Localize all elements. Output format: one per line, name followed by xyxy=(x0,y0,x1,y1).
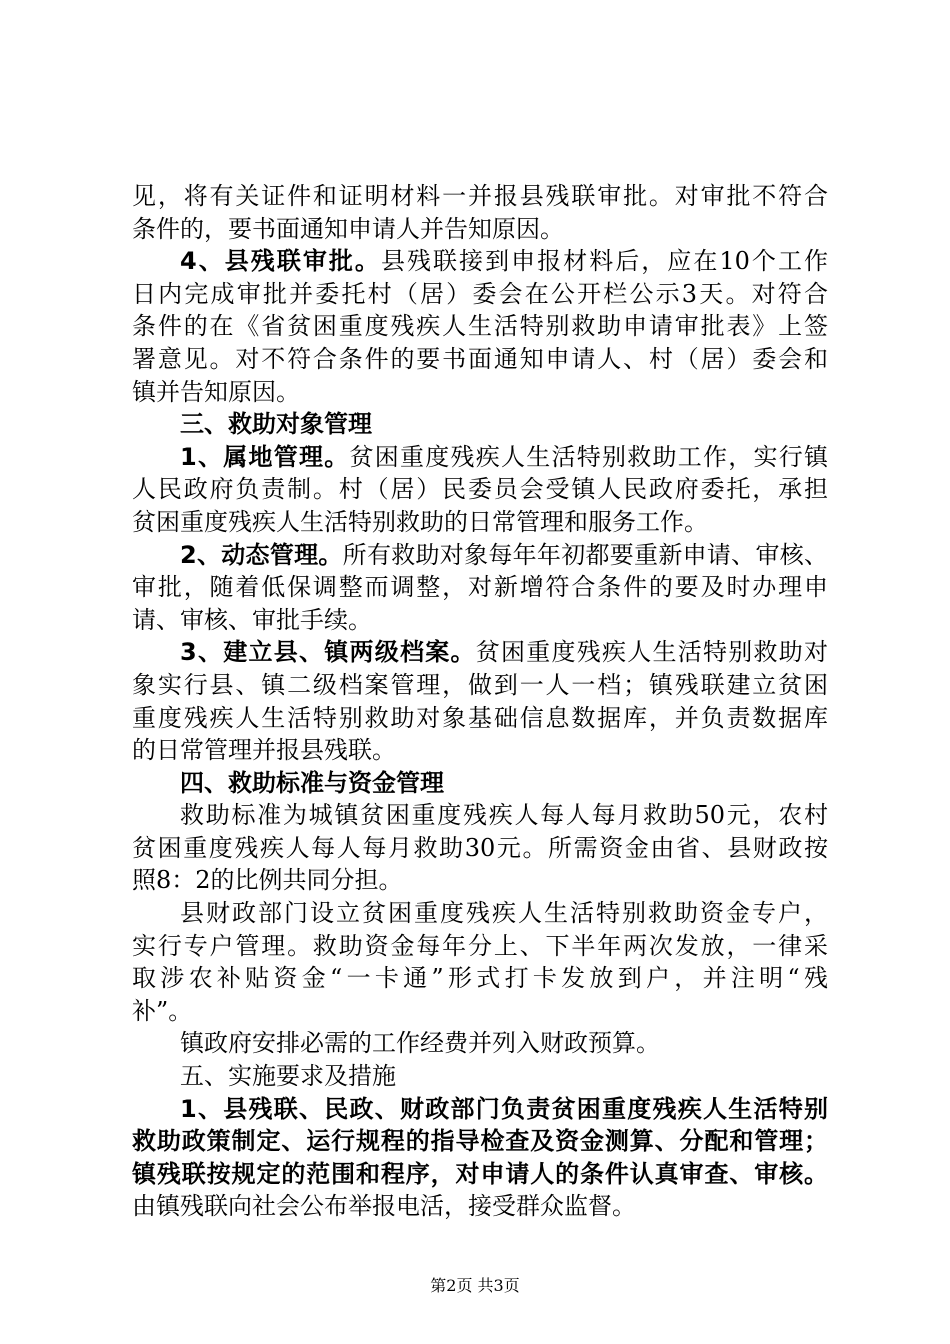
text-run: 象实行县、镇二级档案管理，做到一人一档；镇残联建立贫困 xyxy=(132,670,828,699)
text-line xyxy=(132,473,828,506)
text-run: 所有救助对象每年年初都要重新申请、审核、 xyxy=(342,540,828,569)
section-heading-text: 五、实施要求及措施 xyxy=(180,1062,396,1091)
section-heading-text: 四、救助标准与资金管理 xyxy=(180,768,444,797)
text-line xyxy=(132,897,828,930)
section-heading xyxy=(132,767,828,800)
text-run: 救助政策制定、运行规程的指导检查及资金测算、分配和管理； xyxy=(132,1127,828,1156)
text-run: 照8：2的比例共同分担。 xyxy=(132,866,403,895)
text-line xyxy=(132,571,828,604)
text-line xyxy=(132,669,828,702)
text-run: 镇政府安排必需的工作经费并列入财政预算。 xyxy=(180,1029,660,1058)
text-line xyxy=(132,441,828,474)
section-heading xyxy=(132,408,828,441)
text-line xyxy=(132,702,828,735)
text-line xyxy=(132,506,828,539)
text-run: 由镇残联向社会公布举报电活，接受群众监督。 xyxy=(132,1192,636,1221)
text-run: 条件的在《省贫困重度残疾人生活特别救助申请审批表》上签 xyxy=(132,312,828,341)
text-line xyxy=(132,832,828,865)
text-line xyxy=(132,864,828,897)
text-run: 贫困重度残疾人生活特别救助对 xyxy=(475,638,828,667)
text-line xyxy=(132,962,828,995)
page-number: 第2页 共3页 xyxy=(430,1276,520,1295)
text-line xyxy=(132,1190,828,1223)
text-line xyxy=(132,539,828,572)
text-line xyxy=(132,930,828,963)
text-run: 条件的，要书面通知申请人并告知原因。 xyxy=(132,214,564,243)
text-run: 补”。 xyxy=(132,996,193,1025)
text-line xyxy=(132,376,828,409)
text-run: 贫困重度残疾人生活特别救助工作，实行镇 xyxy=(349,442,828,471)
section-heading-text: 三、救助对象管理 xyxy=(180,410,372,439)
item-heading: 2、动态管理。 xyxy=(180,540,343,569)
page-footer xyxy=(0,1276,950,1296)
text-line xyxy=(132,799,828,832)
text-run: 实行专户管理。救助资金每年分上、下半年两次发放，一律采 xyxy=(132,931,828,960)
text-run: 重度残疾人生活特别救助对象基础信息数据库，并负责数据库 xyxy=(132,703,828,732)
item-heading: 1、属地管理。 xyxy=(180,442,350,471)
item-heading: 4、县残联审批。 xyxy=(180,247,381,276)
text-line xyxy=(132,180,828,213)
text-line xyxy=(132,636,828,669)
text-line xyxy=(132,1158,828,1191)
text-line xyxy=(132,245,828,278)
page-body xyxy=(132,180,828,1223)
text-line xyxy=(132,343,828,376)
text-run: 镇并告知原因。 xyxy=(132,377,300,406)
text-run: 的日常管理并报县残联。 xyxy=(132,736,396,765)
text-line xyxy=(132,604,828,637)
text-line xyxy=(132,1093,828,1126)
text-run: 1、县残联、民政、财政部门负责贫困重度残疾人生活特别 xyxy=(180,1094,828,1123)
text-run: 县财政部门设立贫困重度残疾人生活特别救助资金专户， xyxy=(180,899,828,928)
text-line xyxy=(132,1027,828,1060)
text-run: 镇残联按规定的范围和程序，对申请人的条件认真审查、审核。 xyxy=(132,1159,828,1188)
item-heading: 3、建立县、镇两级档案。 xyxy=(180,638,476,667)
text-line xyxy=(132,1125,828,1158)
text-run: 县残联接到申报材料后，应在10个工作 xyxy=(380,247,828,276)
text-run: 日内完成审批并委托村（居）委会在公开栏公示3天。对符合 xyxy=(132,279,828,308)
text-run: 救助标准为城镇贫困重度残疾人每人每月救助50元，农村 xyxy=(180,801,828,830)
text-line xyxy=(132,995,828,1028)
text-run: 审批，随着低保调整而调整，对新增符合条件的要及时办理申 xyxy=(132,573,828,602)
text-run: 请、审核、审批手续。 xyxy=(132,605,372,634)
text-run: 见，将有关证件和证明材料一并报县残联审批。对审批不符合 xyxy=(132,182,828,210)
text-line xyxy=(132,310,828,343)
text-run: 署意见。对不符合条件的要书面通知申请人、村（居）委会和 xyxy=(132,344,828,373)
text-line xyxy=(132,734,828,767)
text-run: 取涉农补贴资金“一卡通”形式打卡发放到户，并注明“残 xyxy=(132,964,828,993)
text-line xyxy=(132,278,828,311)
text-run: 贫困重度残疾人每人每月救助30元。所需资金由省、县财政按 xyxy=(132,833,828,862)
section-heading xyxy=(132,1060,828,1093)
text-run: 人民政府负责制。村（居）民委员会受镇人民政府委托，承担 xyxy=(132,475,828,504)
text-run: 贫困重度残疾人生活特别救助的日常管理和服务工作。 xyxy=(132,507,708,536)
text-line xyxy=(132,213,828,246)
